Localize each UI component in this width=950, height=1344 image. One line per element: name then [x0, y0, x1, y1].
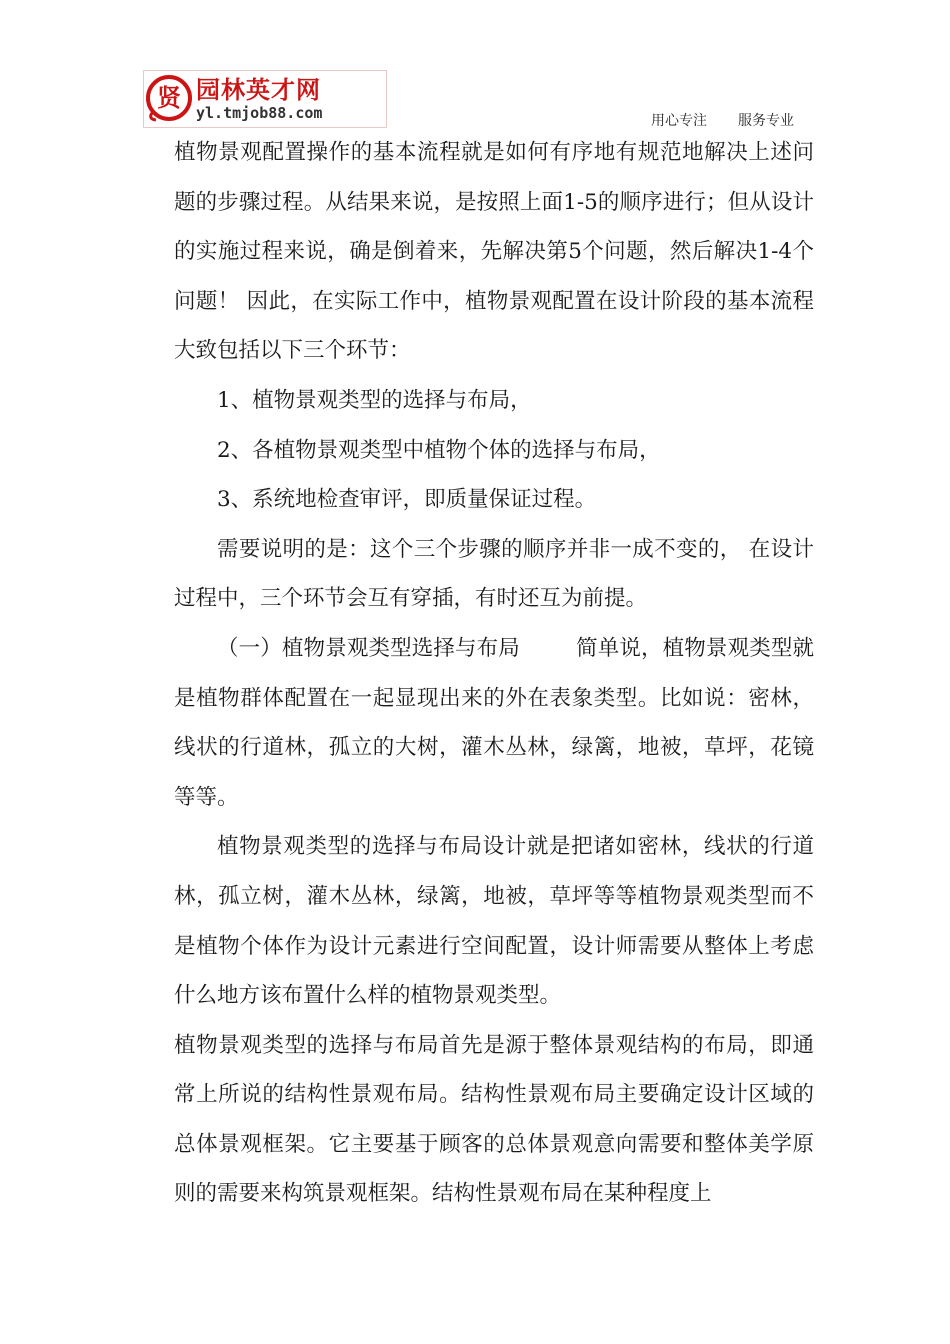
paragraph-section-one — [174, 624, 814, 822]
document-body — [174, 128, 814, 1219]
logo-site-url: yl.tmjob88.com — [196, 104, 323, 122]
logo-site-name: 园林英才网 — [196, 76, 321, 104]
paragraph-intro: 植物景观配置操作的基本流程就是如何有序地有规范地解决上述问题的步骤过程。从结果来说，是按照上面1-5的顺序进行；但从设计的实施过程来说，确是倒着来，先解决第5个问题，然后解决1-4个问题！ 因此，在实际工作中，植物景观配置在设计阶段的基本流程大致包括以下三个环节： — [174, 140, 814, 364]
paragraph-note: 需要说明的是：这个三个步骤的顺序并非一成不变的， 在设计过程中，三个环节会互有穿插，有时还互为前提。 — [174, 536, 814, 612]
step-item-2: 2、各植物景观类型中植物个体的选择与布局， — [217, 437, 661, 463]
logo-mark-icon — [146, 73, 192, 123]
slogan-right: 服务专业 — [738, 113, 794, 129]
paragraph-design: 植物景观类型的选择与布局设计就是把诸如密林，线状的行道林，孤立树，灌木丛林，绿篱，地被，草坪等等植物景观类型而不是植物个体作为设计元素进行空间配置，设计师需要从整体上考虑什么地方该布置什么样的植物景观类型。 — [174, 834, 814, 1009]
slogan-left: 用心专注 — [651, 113, 707, 129]
paragraph-structure: 植物景观类型的选择与布局首先是源于整体景观结构的布局，即通常上所说的结构性景观布局。结构性景观布局主要确定设计区域的总体景观框架。它主要基于顾客的总体景观意向需要和整体美学原则的需要来构筑景观框架。结构性景观布局在某种程度上 — [174, 1032, 814, 1207]
logo-mark-char: 贤 — [157, 84, 181, 112]
step-item-1: 1、植物景观类型的选择与布局， — [217, 387, 532, 413]
section-one-text: 简单说，植物景观类型就是植物群体配置在一起显现出来的外在表象类型。比如说：密林，线状的行道林，孤立的大树，灌木丛林，绿篱，地被，草坪，花镜等等。 — [174, 635, 814, 810]
step-item-3: 3、系统地检查审评，即质量保证过程。 — [217, 487, 597, 513]
section-heading: （一）植物景观类型选择与布局 — [217, 635, 520, 661]
site-logo[interactable] — [143, 70, 387, 128]
page-header — [0, 0, 950, 135]
